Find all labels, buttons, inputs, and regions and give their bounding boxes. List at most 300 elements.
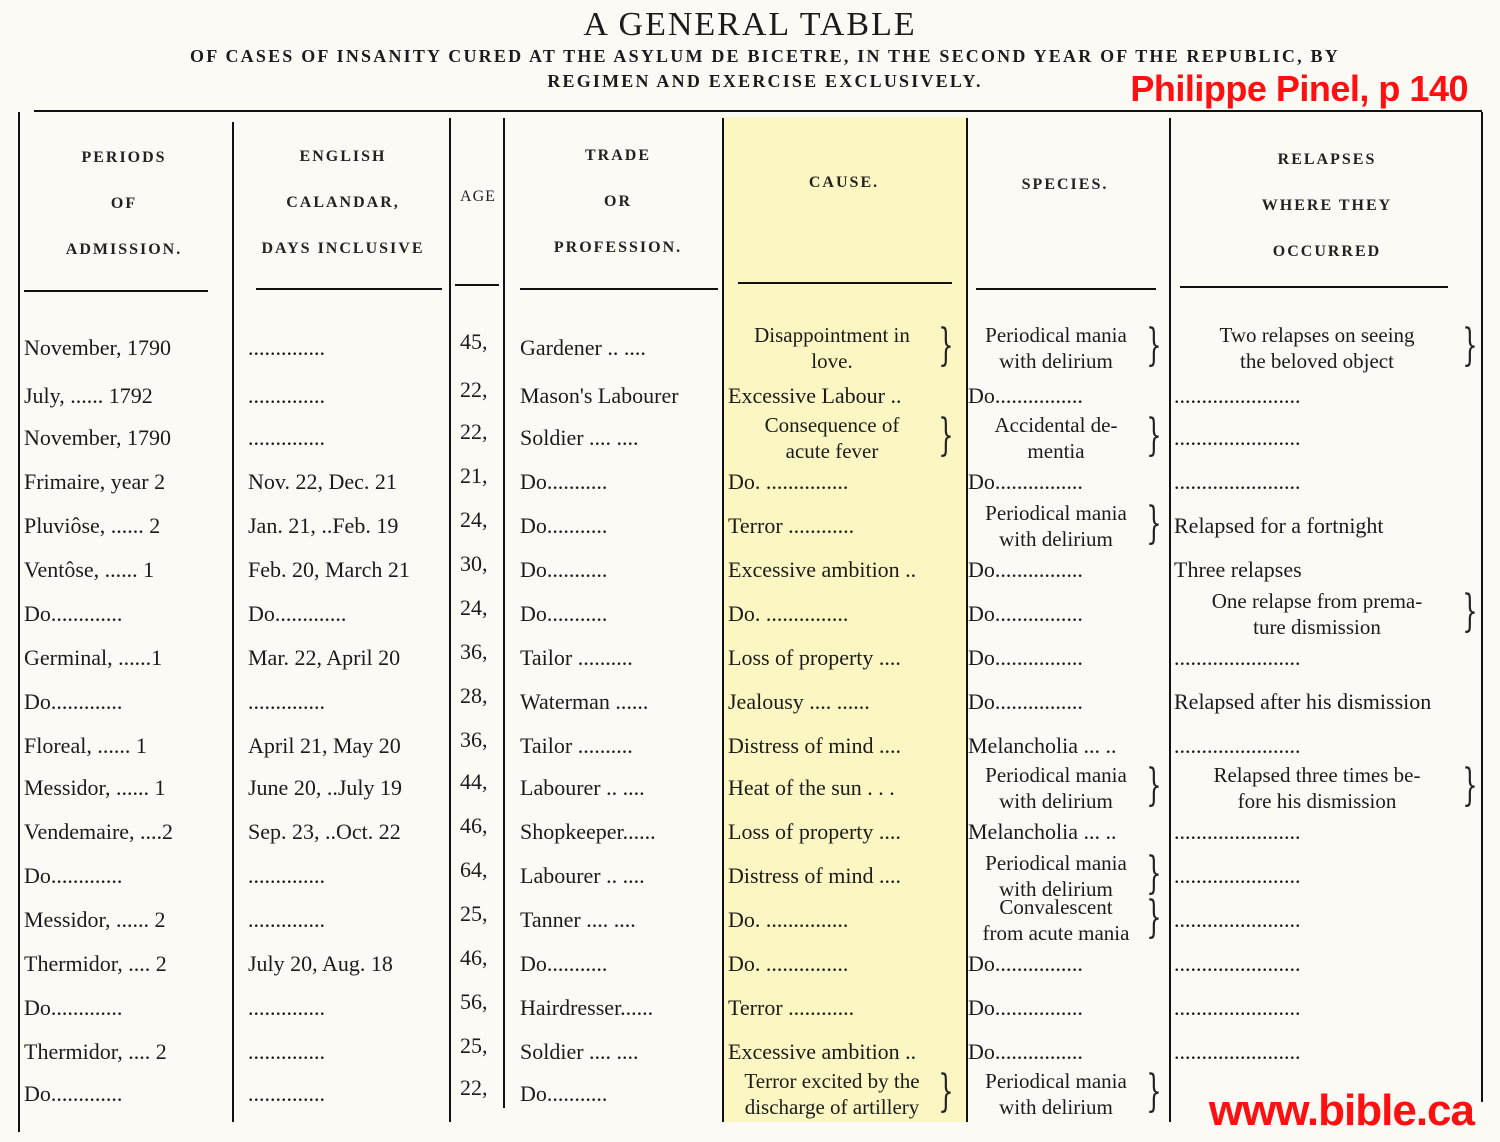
age-line: 64, — [460, 857, 488, 882]
table-title: A GENERAL TABLE — [583, 6, 917, 43]
brace-icon: } — [938, 410, 954, 461]
cause-cell — [728, 512, 956, 539]
relapses-line: ....................... — [1174, 819, 1301, 844]
calendar-cell — [248, 994, 448, 1021]
calendar-line: .............. — [248, 335, 325, 360]
period-line: November, 1790 — [24, 425, 171, 450]
trade-line: Mason's Labourer — [520, 383, 679, 408]
period-cell — [24, 818, 230, 845]
cause-line: Loss of property .... — [728, 645, 901, 670]
table-row — [0, 760, 1500, 813]
age-cell — [460, 328, 500, 355]
age-line: 44, — [460, 769, 488, 794]
trade-cell — [520, 512, 720, 539]
species-line: mentia — [1027, 439, 1085, 463]
cause-line: Do. ............... — [728, 601, 849, 626]
trade-line: Do........... — [520, 601, 608, 626]
subtitle-line-2: REGIMEN AND EXERCISE EXCLUSIVELY. — [547, 71, 983, 91]
header-age: AGE — [460, 188, 496, 205]
period-cell — [24, 732, 230, 759]
calendar-cell — [248, 468, 448, 495]
age-line: 21, — [460, 463, 488, 488]
period-line: Frimaire, year 2 — [24, 469, 166, 494]
cause-line: Do. ............... — [728, 951, 849, 976]
cause-line: Terror excited by the — [744, 1069, 920, 1093]
calendar-line: .............. — [248, 383, 325, 408]
relapses-cell — [1174, 512, 1480, 539]
brace-icon: } — [938, 320, 954, 371]
cause-line: Excessive Labour .. — [728, 383, 902, 408]
table-row — [0, 720, 1500, 763]
calendar-cell — [248, 644, 448, 671]
table-row — [0, 892, 1500, 945]
brace-icon: } — [1462, 760, 1478, 811]
age-line: 46, — [460, 945, 488, 970]
calendar-line: Sep. 23, ..Oct. 22 — [248, 819, 401, 844]
period-line: Thermidor, .... 2 — [24, 951, 167, 976]
relapses-line: the beloved object — [1240, 349, 1394, 373]
relapses-line: ....................... — [1174, 951, 1301, 976]
species-cell — [968, 1038, 1164, 1065]
age-cell — [460, 944, 500, 971]
relapses-cell — [1174, 1038, 1480, 1065]
species-line: Melancholia ... .. — [968, 733, 1117, 758]
calendar-line: .............. — [248, 995, 325, 1020]
top-rule — [34, 110, 1482, 112]
species-line: with delirium — [999, 527, 1113, 551]
trade-cell — [520, 818, 720, 845]
calendar-line: .............. — [248, 1081, 325, 1106]
cause-cell — [728, 950, 956, 977]
period-line: Floreal, ...... 1 — [24, 733, 147, 758]
header-relapses: RELAPSES WHERE THEY OCCURRED — [1261, 151, 1393, 260]
species-cell — [968, 818, 1164, 845]
age-line: 56, — [460, 989, 488, 1014]
calendar-cell — [248, 600, 448, 627]
age-cell — [460, 988, 500, 1015]
table-row — [0, 806, 1500, 849]
relapses-cell — [1174, 818, 1480, 845]
relapses-cell — [1174, 906, 1480, 933]
period-cell — [24, 950, 230, 977]
period-line: Messidor, ...... 2 — [24, 907, 166, 932]
table-row — [0, 544, 1500, 587]
species-line: Do................ — [968, 689, 1083, 714]
relapses-line: Relapsed three times be- — [1213, 763, 1421, 787]
species-line: Do................ — [968, 469, 1083, 494]
age-line: 22, — [460, 377, 488, 402]
trade-cell — [520, 382, 720, 409]
relapses-line: ....................... — [1174, 995, 1301, 1020]
trade-cell — [520, 424, 720, 451]
calendar-line: .............. — [248, 907, 325, 932]
species-cell — [968, 732, 1164, 759]
relapses-cell — [1174, 468, 1480, 495]
species-line: Do................ — [968, 645, 1083, 670]
species-cell — [968, 950, 1164, 977]
cause-line: Disappointment in — [754, 323, 910, 347]
age-line: 24, — [460, 507, 488, 532]
species-cell — [968, 322, 1144, 374]
age-cell — [460, 594, 500, 621]
calendar-line: Feb. 20, March 21 — [248, 557, 410, 582]
period-line: November, 1790 — [24, 335, 171, 360]
age-cell — [460, 682, 500, 709]
period-line: Vendemaire, ....2 — [24, 819, 174, 844]
table-row — [0, 456, 1500, 499]
period-cell — [24, 468, 230, 495]
relapses-cell — [1174, 322, 1460, 374]
relapses-cell — [1174, 732, 1480, 759]
calendar-line: Jan. 21, ..Feb. 19 — [248, 513, 399, 538]
period-line: July, ...... 1792 — [24, 383, 153, 408]
header-species: SPECIES. — [1021, 176, 1109, 193]
trade-line: Do........... — [520, 513, 608, 538]
period-cell — [24, 424, 230, 451]
cause-line: Terror ............ — [728, 995, 855, 1020]
period-line: Do............. — [24, 689, 123, 714]
trade-line: Gardener .. .... — [520, 335, 646, 360]
header-rule-1 — [24, 290, 208, 292]
cause-cell — [728, 1068, 936, 1120]
trade-line: Tailor .......... — [520, 645, 633, 670]
table-row — [0, 632, 1500, 675]
source-annotation: Philippe Pinel, p 140 — [1130, 68, 1468, 109]
header-rule-5 — [738, 282, 952, 284]
period-line: Thermidor, .... 2 — [24, 1039, 167, 1064]
age-cell — [460, 462, 500, 489]
period-cell — [24, 644, 230, 671]
cause-cell — [728, 644, 956, 671]
calendar-cell — [248, 732, 448, 759]
period-line: Pluviôse, ...... 2 — [24, 513, 161, 538]
table-row — [0, 370, 1500, 413]
period-line: Ventôse, ...... 1 — [24, 557, 155, 582]
cause-cell — [728, 906, 956, 933]
relapses-line: fore his dismission — [1237, 789, 1397, 813]
species-line: Periodical mania — [985, 323, 1127, 347]
relapses-line: ....................... — [1174, 645, 1301, 670]
species-line: with delirium — [999, 1095, 1113, 1119]
calendar-line: Mar. 22, April 20 — [248, 645, 401, 670]
period-cell — [24, 512, 230, 539]
relapses-line: ....................... — [1174, 907, 1301, 932]
period-line: Do............. — [24, 1081, 123, 1106]
age-line: 46, — [460, 813, 488, 838]
relapses-cell — [1174, 688, 1480, 715]
period-line: Germinal, ......1 — [24, 645, 163, 670]
age-cell — [460, 376, 500, 403]
table-row — [0, 498, 1500, 551]
cause-cell — [728, 600, 956, 627]
age-cell — [460, 638, 500, 665]
calendar-line: June 20, ..July 19 — [248, 775, 402, 800]
species-line: Do................ — [968, 601, 1083, 626]
relapses-cell — [1174, 382, 1480, 409]
table-row — [0, 982, 1500, 1025]
calendar-cell — [248, 1080, 448, 1107]
period-cell — [24, 906, 230, 933]
table-row — [0, 410, 1500, 463]
period-line: Do............. — [24, 863, 123, 888]
calendar-line: .............. — [248, 425, 325, 450]
age-line: 36, — [460, 727, 488, 752]
brace-icon: } — [1146, 320, 1162, 371]
calendar-cell — [248, 1038, 448, 1065]
age-cell — [460, 1074, 500, 1101]
relapses-line: ....................... — [1174, 1039, 1301, 1064]
trade-line: Do........... — [520, 951, 608, 976]
trade-cell — [520, 732, 720, 759]
header-rule-2 — [256, 288, 442, 290]
trade-line: Tanner .... .... — [520, 907, 636, 932]
relapses-cell — [1174, 862, 1480, 889]
relapses-line: Three relapses — [1174, 557, 1302, 582]
relapses-cell — [1174, 950, 1480, 977]
trade-line: Labourer .. .... — [520, 863, 645, 888]
age-cell — [460, 900, 500, 927]
trade-cell — [520, 688, 720, 715]
period-cell — [24, 600, 230, 627]
species-line: Do................ — [968, 995, 1083, 1020]
species-cell — [968, 382, 1164, 409]
brace-icon: } — [1146, 410, 1162, 461]
age-cell — [460, 856, 500, 883]
species-line: from acute mania — [982, 921, 1130, 945]
relapses-line: Two relapses on seeing — [1219, 323, 1415, 347]
brace-icon: } — [938, 1066, 954, 1117]
header-rule-7 — [1180, 286, 1448, 288]
age-line: 25, — [460, 901, 488, 926]
cause-line: Excessive ambition .. — [728, 1039, 917, 1064]
trade-cell — [520, 334, 720, 361]
species-line: Do................ — [968, 1039, 1083, 1064]
table-row — [0, 938, 1500, 981]
header-trade: TRADE OR PROFESSION. — [553, 147, 683, 256]
age-line: 24, — [460, 595, 488, 620]
cause-cell — [728, 556, 956, 583]
species-line: Periodical mania — [985, 501, 1127, 525]
brace-icon: } — [1462, 320, 1478, 371]
cause-cell — [728, 774, 956, 801]
age-line: 22, — [460, 1075, 488, 1100]
species-cell — [968, 600, 1164, 627]
trade-line: Do........... — [520, 469, 608, 494]
period-cell — [24, 382, 230, 409]
cause-line: Excessive ambition .. — [728, 557, 917, 582]
brace-icon: } — [1146, 848, 1162, 899]
cause-cell — [728, 732, 956, 759]
period-cell — [24, 556, 230, 583]
header-rule-4 — [520, 288, 718, 290]
relapses-line: ....................... — [1174, 469, 1301, 494]
trade-line: Tailor .......... — [520, 733, 633, 758]
brace-icon: } — [1146, 892, 1162, 943]
species-cell — [968, 1068, 1144, 1120]
relapses-line: ture dismission — [1253, 615, 1381, 639]
calendar-cell — [248, 862, 448, 889]
relapses-line: ....................... — [1174, 863, 1301, 888]
relapses-line: ....................... — [1174, 383, 1301, 408]
species-line: Do................ — [968, 557, 1083, 582]
cause-line: Terror ............ — [728, 513, 855, 538]
relapses-line: ....................... — [1174, 425, 1301, 450]
species-cell — [968, 688, 1164, 715]
calendar-line: July 20, Aug. 18 — [248, 951, 393, 976]
age-cell — [460, 418, 500, 445]
calendar-cell — [248, 424, 448, 451]
period-line: Do............. — [24, 601, 123, 626]
cause-line: Consequence of — [764, 413, 900, 437]
calendar-cell — [248, 774, 448, 801]
trade-line: Soldier .... .... — [520, 425, 639, 450]
age-line: 36, — [460, 639, 488, 664]
trade-line: Do........... — [520, 557, 608, 582]
calendar-line: Nov. 22, Dec. 21 — [248, 469, 397, 494]
species-cell — [968, 556, 1164, 583]
period-cell — [24, 1038, 230, 1065]
trade-cell — [520, 774, 720, 801]
cause-line: Heat of the sun . . . — [728, 775, 895, 800]
age-line: 25, — [460, 1033, 488, 1058]
trade-cell — [520, 600, 720, 627]
period-cell — [24, 688, 230, 715]
species-line: Accidental de- — [994, 413, 1118, 437]
species-line: with delirium — [999, 789, 1113, 813]
age-cell — [460, 768, 500, 795]
cause-cell — [728, 862, 956, 889]
header-cause: CAUSE. — [808, 174, 880, 191]
relapses-line: One relapse from prema- — [1211, 589, 1423, 613]
calendar-line: .............. — [248, 863, 325, 888]
age-cell — [460, 812, 500, 839]
calendar-cell — [248, 556, 448, 583]
species-line: Do................ — [968, 383, 1083, 408]
age-line: 22, — [460, 419, 488, 444]
trade-cell — [520, 862, 720, 889]
trade-line: Shopkeeper...... — [520, 819, 656, 844]
calendar-line: .............. — [248, 1039, 325, 1064]
calendar-cell — [248, 512, 448, 539]
calendar-cell — [248, 950, 448, 977]
cause-cell — [728, 818, 956, 845]
cause-line: Distress of mind .... — [728, 733, 901, 758]
relapses-cell — [1174, 644, 1480, 671]
trade-cell — [520, 950, 720, 977]
trade-cell — [520, 556, 720, 583]
period-cell — [24, 774, 230, 801]
calendar-line: Do............. — [248, 601, 347, 626]
relapses-line: ....................... — [1174, 733, 1301, 758]
age-line: 45, — [460, 329, 488, 354]
calendar-line: .............. — [248, 689, 325, 714]
calendar-cell — [248, 382, 448, 409]
trade-line: Hairdresser...... — [520, 995, 654, 1020]
calendar-cell — [248, 818, 448, 845]
table-row — [0, 320, 1500, 373]
header-rule-6 — [976, 288, 1156, 290]
brace-icon: } — [1462, 586, 1478, 637]
brace-icon: } — [1146, 1066, 1162, 1117]
species-line: Do................ — [968, 951, 1083, 976]
calendar-cell — [248, 334, 448, 361]
species-line: Periodical mania — [985, 851, 1127, 875]
species-line: with delirium — [999, 349, 1113, 373]
relapses-cell — [1174, 424, 1480, 451]
period-cell — [24, 1080, 230, 1107]
header-periods: PERIODS OF ADMISSION. — [65, 149, 183, 258]
cause-cell — [728, 322, 936, 374]
trade-cell — [520, 468, 720, 495]
cause-cell — [728, 688, 956, 715]
age-cell — [460, 1032, 500, 1059]
relapses-cell — [1174, 994, 1480, 1021]
trade-cell — [520, 1080, 720, 1107]
subtitle-line-1: OF CASES OF INSANITY CURED AT THE ASYLUM DE BICETRE, IN THE SECOND YEAR OF THE REPUBLIC, BY — [190, 46, 1340, 66]
period-cell — [24, 994, 230, 1021]
cause-line: Loss of property .... — [728, 819, 901, 844]
header-rule-3 — [455, 284, 499, 286]
species-line: with delirium — [999, 877, 1113, 901]
period-cell — [24, 862, 230, 889]
relapses-line: Relapsed after his dismission — [1174, 689, 1432, 714]
calendar-line: April 21, May 20 — [248, 733, 401, 758]
species-cell — [968, 468, 1164, 495]
calendar-cell — [248, 906, 448, 933]
period-line: Messidor, ...... 1 — [24, 775, 166, 800]
cause-cell — [728, 1038, 956, 1065]
cause-cell — [728, 382, 956, 409]
cause-line: discharge of artillery — [744, 1095, 920, 1119]
table-row — [0, 1026, 1500, 1069]
species-cell — [968, 994, 1164, 1021]
cause-cell — [728, 994, 956, 1021]
watermark-url: www.bible.ca — [1208, 1086, 1474, 1135]
relapses-line: Relapsed for a fortnight — [1174, 513, 1384, 538]
cause-line: Do. ............... — [728, 469, 849, 494]
species-line: Melancholia ... .. — [968, 819, 1117, 844]
species-line: Periodical mania — [985, 1069, 1127, 1093]
calendar-cell — [248, 688, 448, 715]
brace-icon: } — [1146, 498, 1162, 549]
cause-line: love. — [811, 349, 853, 373]
trade-line: Waterman ...... — [520, 689, 649, 714]
trade-line: Do........... — [520, 1081, 608, 1106]
period-cell — [24, 334, 230, 361]
trade-line: Soldier .... .... — [520, 1039, 639, 1064]
species-line: Convalescent — [999, 895, 1113, 919]
brace-icon: } — [1146, 760, 1162, 811]
cause-line: Jealousy .... ...... — [728, 689, 870, 714]
trade-line: Labourer .. .... — [520, 775, 645, 800]
header-calendar: ENGLISH CALANDAR, DAYS INCLUSIVE — [261, 148, 425, 257]
period-line: Do............. — [24, 995, 123, 1020]
relapses-cell — [1174, 556, 1480, 583]
cause-line: Do. ............... — [728, 907, 849, 932]
trade-cell — [520, 1038, 720, 1065]
table-row — [0, 848, 1500, 901]
table-row — [0, 586, 1500, 639]
trade-cell — [520, 994, 720, 1021]
cause-line: Distress of mind .... — [728, 863, 901, 888]
cause-cell — [728, 468, 956, 495]
age-cell — [460, 506, 500, 533]
trade-cell — [520, 644, 720, 671]
age-line: 30, — [460, 551, 488, 576]
age-line: 28, — [460, 683, 488, 708]
table-row — [0, 676, 1500, 719]
species-cell — [968, 644, 1164, 671]
